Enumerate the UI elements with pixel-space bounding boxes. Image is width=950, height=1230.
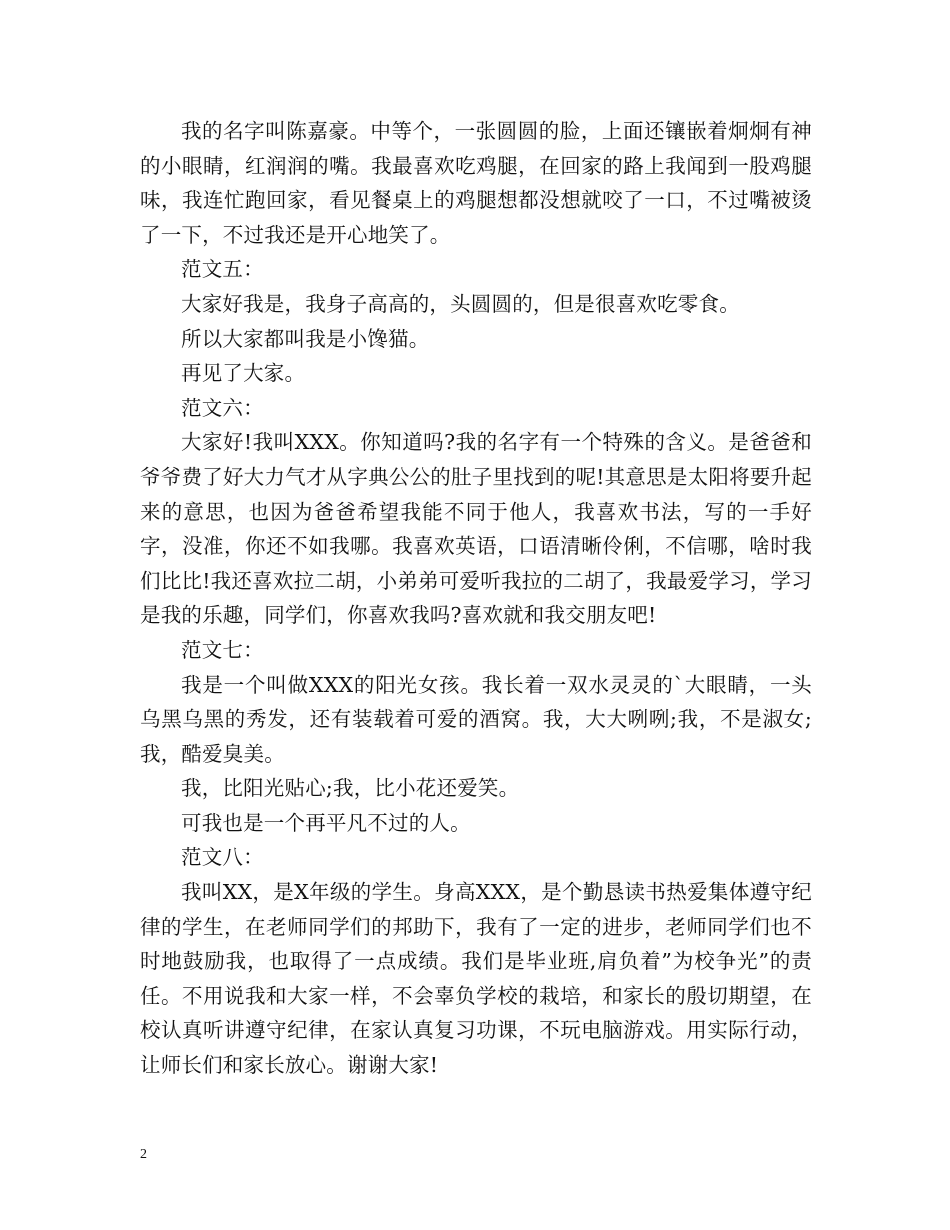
document-body	[140, 114, 812, 1083]
paragraph-sample-5-line-3: 再见了大家。	[181, 361, 306, 386]
paragraph-sample-7-line-2: 我，比阳光贴心;我，比小花还爱笑。	[181, 776, 520, 801]
paragraph-sample-8: 我叫XX，是X年级的学生。身高XXX，是个勤恳读书热爱集体遵守纪律的学生，在老师同学们的邦助下，我有了一定的进步，老师同学们也不时地鼓励我，也取得了一点成绩。我们是毕业班,肩负着”为校争光”的责任。不用说我和大家一样，不会辜负学校的栽培，和家长的殷切期望，在校认真听讲遵守纪律，在家认真复习功课，不玩电脑游戏。用实际行动，让师长们和家长放心。谢谢大家!	[140, 880, 812, 1078]
heading-sample-7: 范文七：	[181, 637, 264, 662]
paragraph-sample-5-line-1: 大家好我是，我身子高高的，头圆圆的，但是很喜欢吃零食。	[181, 291, 740, 316]
page-number: 2	[140, 1147, 147, 1162]
paragraph-intro-chen: 我的名字叫陈嘉豪。中等个，一张圆圆的脸，上面还镶嵌着炯炯有神的小眼睛，红润润的嘴。我最喜欢吃鸡腿，在回家的路上我闻到一股鸡腿味，我连忙跑回家，看见餐桌上的鸡腿想都没想就咬了一口，不过嘴被烫了一下，不过我还是开心地笑了。	[140, 119, 812, 247]
heading-sample-8: 范文八：	[181, 845, 264, 870]
heading-sample-6: 范文六：	[181, 395, 264, 420]
paragraph-sample-5-line-2: 所以大家都叫我是小馋猫。	[181, 326, 430, 351]
paragraph-sample-7-line-1: 我是一个叫做XXX的阳光女孩。我长着一双水灵灵的`大眼睛，一头乌黑乌黑的秀发，还有装载着可爱的酒窝。我，大大咧咧;我，不是淑女;我，酷爱臭美。	[140, 672, 812, 766]
heading-sample-5: 范文五：	[181, 257, 264, 282]
paragraph-sample-7-line-3: 可我也是一个再平凡不过的人。	[181, 810, 471, 835]
paragraph-sample-6: 大家好!我叫XXX。你知道吗?我的名字有一个特殊的含义。是爸爸和爷爷费了好大力气才从字典公公的肚子里找到的呢!其意思是太阳将要升起来的意思，也因为爸爸希望我能不同于他人，我喜欢书法，写的一手好字，没准，你还不如我哪。我喜欢英语，口语清晰伶俐，不信哪，啥时我们比比!我还喜欢拉二胡，小弟弟可爱听我拉的二胡了，我最爱学习，学习是我的乐趣，同学们，你喜欢我吗?喜欢就和我交朋友吧!	[140, 430, 812, 628]
